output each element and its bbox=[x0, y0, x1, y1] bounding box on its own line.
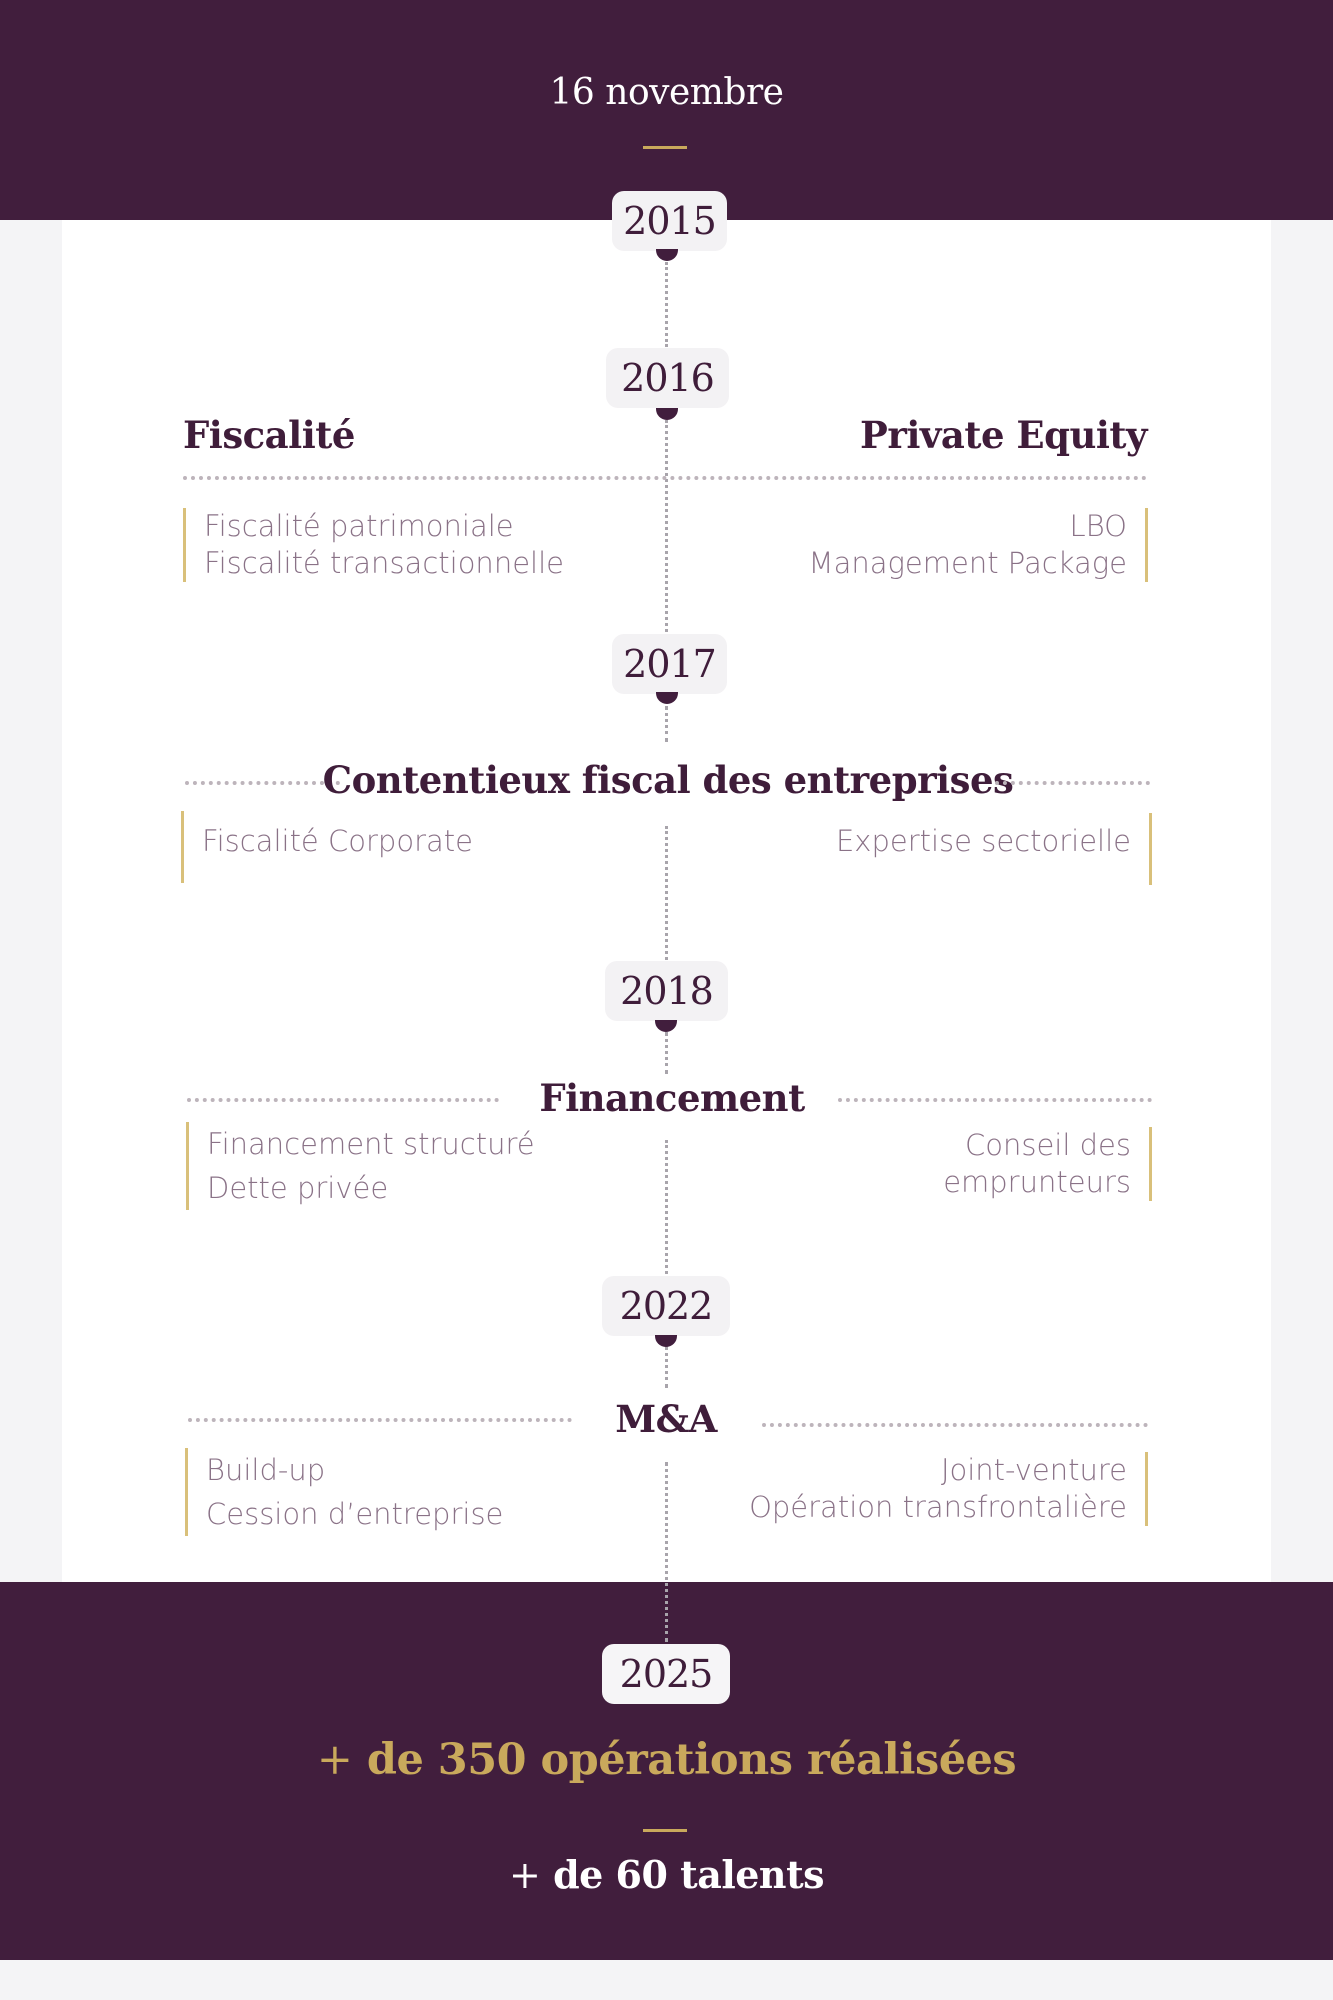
list-financement-right bbox=[943, 1127, 1152, 1201]
year-badge-2025: 2025 bbox=[602, 1644, 730, 1704]
section-title-private-equity: Private Equity bbox=[860, 413, 1147, 457]
list-item: Cession d’entreprise bbox=[206, 1497, 504, 1531]
list-private-equity bbox=[809, 508, 1148, 582]
list-contentieux-left bbox=[181, 811, 473, 883]
list-item: Financement structuré bbox=[207, 1127, 535, 1161]
stat-talents-text: de 60 talents bbox=[553, 1852, 825, 1897]
timeline-spine bbox=[665, 262, 668, 347]
section-divider bbox=[762, 1423, 1148, 1427]
header-divider bbox=[643, 146, 687, 149]
list-item: Fiscalité Corporate bbox=[202, 824, 473, 858]
footer-divider bbox=[643, 1829, 687, 1832]
list-item: Joint-venture bbox=[940, 1453, 1127, 1487]
section-title-ma: M&A bbox=[615, 1397, 717, 1441]
year-badge-2017: 2017 bbox=[612, 634, 727, 694]
stat-operations-text: de 350 opérations réalisées bbox=[366, 1735, 1017, 1785]
list-item: Build-up bbox=[206, 1453, 326, 1487]
event-date: 16 novembre bbox=[549, 72, 784, 113]
section-divider bbox=[183, 476, 1147, 480]
section-title-contentieux: Contentieux fiscal des entreprises bbox=[322, 758, 1014, 802]
timeline-spine bbox=[665, 826, 668, 960]
timeline-spine bbox=[665, 1032, 668, 1074]
list-item: Fiscalité patrimoniale bbox=[204, 509, 514, 543]
list-financement-left bbox=[186, 1122, 535, 1210]
list-fiscalite bbox=[183, 508, 564, 582]
list-item: Opération transfrontalière bbox=[749, 1490, 1127, 1524]
list-ma-right bbox=[749, 1452, 1148, 1526]
section-divider bbox=[187, 1098, 499, 1102]
timeline-spine bbox=[665, 1140, 668, 1274]
timeline-spine bbox=[665, 1346, 668, 1388]
stat-operations bbox=[0, 1735, 1333, 1785]
list-item: emprunteurs bbox=[943, 1165, 1131, 1199]
section-divider bbox=[995, 781, 1150, 785]
year-badge-2018: 2018 bbox=[605, 961, 728, 1021]
section-title-financement: Financement bbox=[539, 1076, 805, 1120]
list-item: Fiscalité transactionnelle bbox=[204, 546, 564, 580]
section-divider bbox=[188, 1418, 572, 1422]
plus-sign: + bbox=[316, 1735, 353, 1785]
timeline-spine bbox=[665, 1462, 668, 1642]
list-contentieux-right bbox=[836, 813, 1152, 885]
list-item: Dette privée bbox=[207, 1171, 389, 1205]
list-ma-left bbox=[185, 1448, 503, 1536]
year-badge-2016: 2016 bbox=[606, 348, 729, 408]
list-item: Management Package bbox=[808, 546, 1127, 580]
list-item: Conseil des bbox=[964, 1128, 1131, 1162]
plus-sign: + bbox=[508, 1853, 541, 1897]
section-divider bbox=[838, 1098, 1152, 1102]
timeline-spine bbox=[665, 706, 668, 742]
year-badge-2015: 2015 bbox=[612, 191, 727, 251]
year-badge-2022: 2022 bbox=[602, 1276, 730, 1336]
list-item: LBO bbox=[1069, 509, 1127, 543]
timeline-spine bbox=[665, 420, 668, 632]
list-item: Expertise sectorielle bbox=[835, 824, 1131, 858]
stat-talents bbox=[0, 1852, 1333, 1897]
section-title-fiscalite: Fiscalité bbox=[183, 413, 355, 457]
